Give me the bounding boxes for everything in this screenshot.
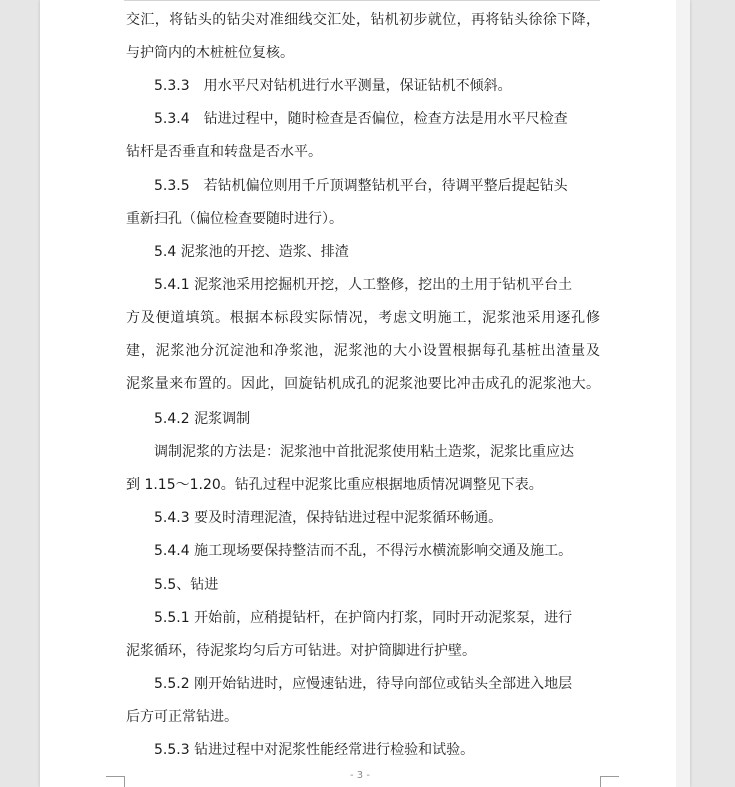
text-line: 泥浆量来布置的。因此，回旋钻机成孔的泥浆池要比冲击成孔的泥浆池大。 <box>126 376 600 392</box>
text-line: 调制泥浆的方法是：泥浆池中首批泥浆使用粘土造浆，泥浆比重应达 <box>154 444 574 460</box>
text-line: 5.3.5 若钻机偏位则用千斤顶调整钻机平台，待调平整后提起钻头 <box>154 178 568 194</box>
text-line: 后方可正常钻进。 <box>126 709 238 725</box>
text-line: 钻杆是否垂直和转盘是否水平。 <box>126 144 322 160</box>
page-number: - 3 - <box>350 770 370 781</box>
crop-mark-bottom-left <box>106 776 125 787</box>
text-line: 与护筒内的木桩桩位复核。 <box>126 45 294 61</box>
text-line: 到 1.15～1.20。钻孔过程中泥浆比重应根据地质情况调整见下表。 <box>126 477 543 493</box>
text-line: 方及便道填筑。根据本标段实际情况，考虑文明施工，泥浆池采用逐孔修 <box>126 310 600 326</box>
text-line: 重新扫孔（偏位检查要随时进行）。 <box>126 211 343 227</box>
page-right-margin <box>676 0 690 787</box>
text-line: 5.4.4 施工现场要保持整洁而不乱，不得污水横流影响交通及施工。 <box>154 543 573 559</box>
text-line: 泥浆循环，待泥浆均匀后方可钻进。对护筒脚进行护壁。 <box>126 643 476 659</box>
text-line: 5.3.4 钻进过程中，随时检查是否偏位，检查方法是用水平尺检查 <box>154 111 568 127</box>
text-line: 建，泥浆池分沉淀池和净浆池，泥浆池的大小设置根据每孔基桩出渣量及 <box>126 343 600 359</box>
section-heading: 5.5、钻进 <box>154 577 219 593</box>
text-line: 5.4.3 要及时清理泥渣，保持钻进过程中泥浆循环畅通。 <box>154 510 503 526</box>
section-heading: 5.4 泥浆池的开挖、造浆、排渣 <box>154 244 349 260</box>
text-line: 5.5.2 刚开始钻进时，应慢速钻进，待导向部位或钻头全部进入地层 <box>154 676 573 692</box>
text-line: 5.3.3 用水平尺对钻机进行水平测量，保证钻机不倾斜。 <box>154 78 512 94</box>
text-line: 5.5.1 开始前，应稍提钻杆，在护筒内打浆，同时开动泥浆泵，进行 <box>154 610 573 626</box>
text-line: 5.4.1 泥浆池采用挖掘机开挖，人工整修，挖出的土用于钻机平台土 <box>154 277 573 293</box>
section-heading: 5.4.2 泥浆调制 <box>154 411 251 427</box>
crop-mark-bottom-right <box>600 776 619 787</box>
text-line: 5.5.3 钻进过程中对泥浆性能经常进行检验和试验。 <box>154 742 475 758</box>
text-line: 交汇，将钻头的钻尖对准细线交汇处，钻机初步就位，再将钻头徐徐下降， <box>126 12 600 28</box>
header-rule <box>124 0 600 3</box>
